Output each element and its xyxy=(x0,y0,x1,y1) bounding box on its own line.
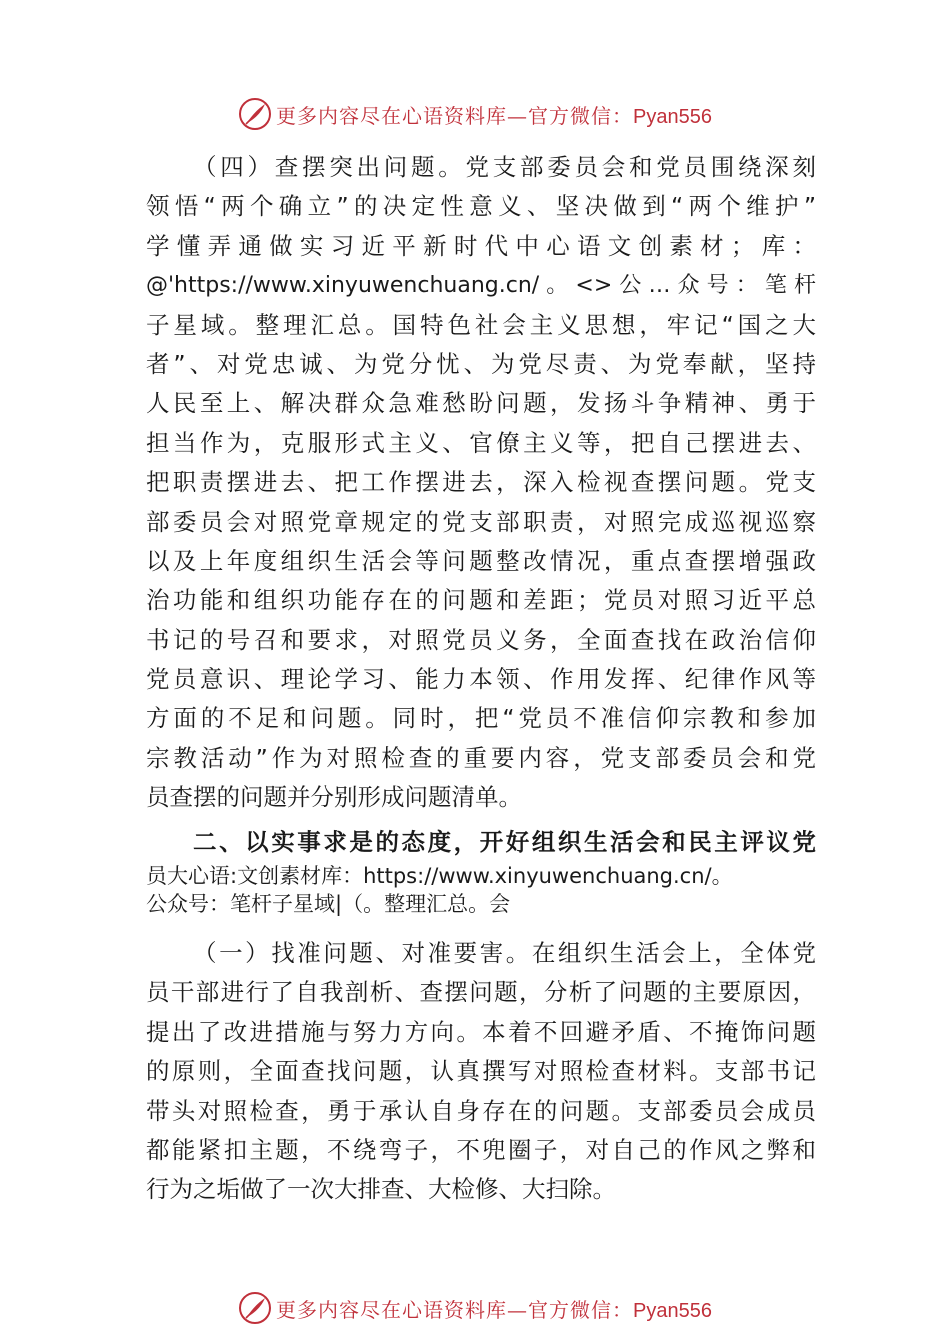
heading-continuation-line: 员大心语:文创素材库：https://www.xinyuwenchuang.cn/。 xyxy=(146,864,733,888)
banner-site: 更多内容尽在心语资料库 xyxy=(276,1297,508,1322)
paragraph-line: 的原则，全面查找问题，认真撰写对照检查材料。支部书记 xyxy=(146,1057,816,1086)
paragraph-line: 行为之垢做了一次大排查、大检修、大扫除。 xyxy=(146,1175,616,1204)
paragraph-line: 领悟“两个确立”的决定性意义、坚决做到“两个维护” xyxy=(146,192,816,221)
banner-wechat-id: Pyan556 xyxy=(633,105,712,128)
paragraph-line: 宗教活动”作为对照检查的重要内容，党支部委员会和党 xyxy=(146,743,816,772)
banner-site: 更多内容尽在心语资料库 xyxy=(276,103,508,128)
banner-wechat-id: Pyan556 xyxy=(633,1299,712,1322)
paragraph-line: 治功能和组织功能存在的问题和差距；党员对照习近平总 xyxy=(146,586,816,615)
paragraph-line: @'https://www.xinyuwenchuang.cn/。<>公…众号：笔杆 xyxy=(146,273,816,299)
paragraph-line: 提出了改进措施与努力方向。本着不回避矛盾、不掩饰问题 xyxy=(146,1017,816,1046)
paragraph-line: （四）查摆突出问题。党支部委员会和党员围绕深刻 xyxy=(193,153,816,181)
paragraph-line: （一）找准问题、对准要害。在组织生活会上，全体党 xyxy=(193,939,816,967)
paragraph-line: 员查摆的问题并分别形成问题清单。 xyxy=(146,783,522,812)
footer-banner xyxy=(0,1286,950,1330)
paragraph-line: 把职责摆进去、把工作摆进去，深入检视查摆问题。党支 xyxy=(146,468,816,497)
paragraph-line: 都能紧扣主题，不绕弯子，不兜圈子，对自己的作风之弊和 xyxy=(146,1135,816,1164)
paragraph-line: 带头对照检查，勇于承认自身存在的问题。支部委员会成员 xyxy=(146,1096,816,1125)
paragraph-line: 学懂弄通做实习近平新时代中心语文创素材；库： xyxy=(146,231,816,260)
feather-logo-icon xyxy=(238,97,272,131)
heading-continuation-line: 公众号：笔杆子星域|（。整理汇总。会 xyxy=(146,892,511,916)
banner-text xyxy=(276,100,712,129)
paragraph-line: 员干部进行了自我剖析、查摆问题，分析了问题的主要原因， xyxy=(146,978,816,1007)
section-two-one-paragraph xyxy=(146,934,816,1210)
paragraph-line: 以及上年度组织生活会等问题整改情况，重点查摆增强政 xyxy=(146,546,816,575)
banner-wechat-label: 官方微信： xyxy=(528,103,634,128)
header-banner xyxy=(0,92,950,136)
section-two-heading-block xyxy=(146,822,816,918)
banner-dash: — xyxy=(507,103,529,128)
paragraph-line: 担当作为，克服形式主义、官僚主义等，把自己摆进去、 xyxy=(146,428,816,457)
paragraph-line: 者”、对党忠诚、为党分忧、为党尽责、为党奉献，坚持 xyxy=(146,349,816,378)
paragraph-line: 部委员会对照党章规定的党支部职责，对照完成巡视巡察 xyxy=(146,507,816,536)
section-four-paragraph xyxy=(146,148,816,818)
paragraph-line: 子星域。整理汇总。国特色社会主义思想，牢记“国之大 xyxy=(146,310,816,339)
paragraph-line: 书记的号召和要求，对照党员义务，全面查找在政治信仰 xyxy=(146,625,816,654)
banner-text xyxy=(276,1294,712,1323)
paragraph-line: 人民至上、解决群众急难愁盼问题，发扬斗争精神、勇于 xyxy=(146,389,816,418)
banner-wechat-label: 官方微信： xyxy=(528,1297,634,1322)
section-heading: 二、以实事求是的态度，开好组织生活会和民主评议党 xyxy=(193,828,816,856)
feather-logo-icon xyxy=(238,1291,272,1325)
paragraph-line: 党员意识、理论学习、能力本领、作用发挥、纪律作风等 xyxy=(146,665,816,694)
paragraph-line: 方面的不足和问题。同时，把“党员不准信仰宗教和参加 xyxy=(146,704,816,733)
banner-dash: — xyxy=(507,1297,529,1322)
